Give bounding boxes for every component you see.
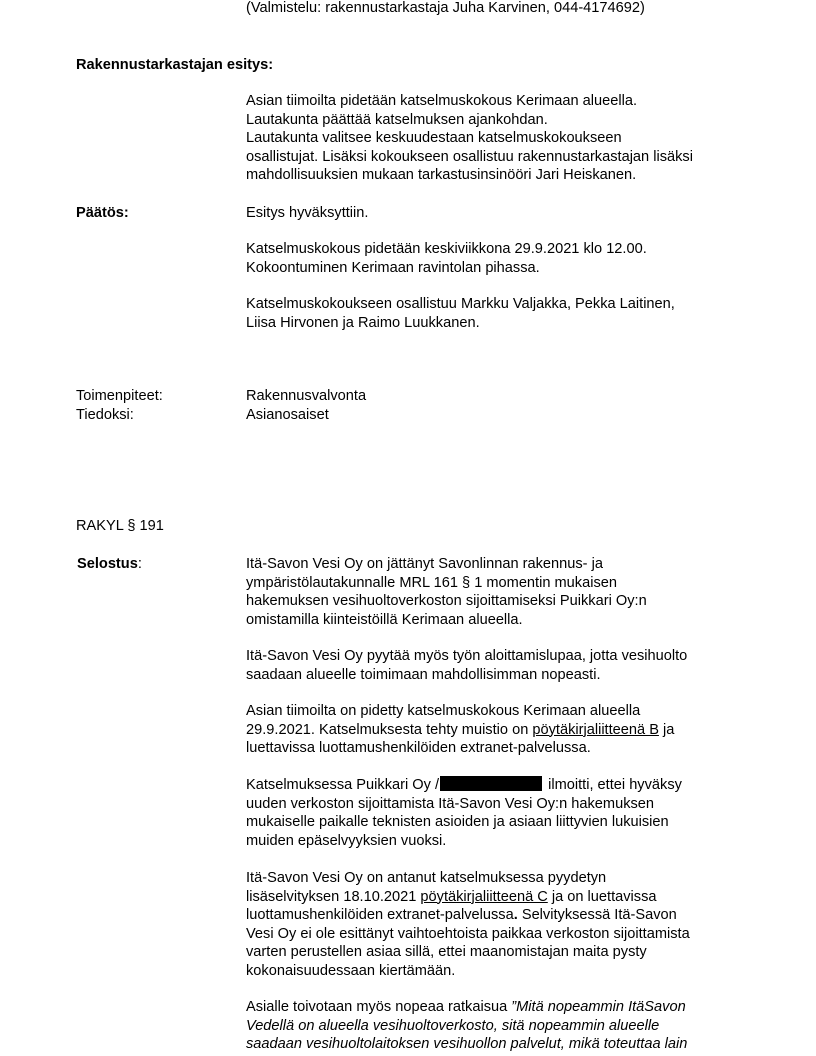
decision-text: Esitys hyväksyttiin. — [246, 205, 369, 221]
actions-label: Toimenpiteet: — [76, 388, 163, 404]
actions-value: Rakennusvalvonta — [246, 388, 367, 404]
statement-paragraph-6: Asialle toivotaan myös nopeaa ratkaisua ”Mitä nopeammin ItäSavon Vedellä on alueella vesihuoltoverkosto, sitä nopeammin alueelle saadaan vesihuoltolaitoksen vesihuollon palvelut, mikä toteuttaa lain — [246, 999, 688, 1052]
notify-value: Asianosaiset — [246, 407, 329, 423]
statement-paragraph-5: Itä-Savon Vesi Oy on antanut katselmuksessa pyydetyn lisäselvityksen 18.10.2021 pöytäkirjaliitteenä C ja on luettavissa luottamushenkilöiden extranet-palvelussa. Selvityksessä Itä-Savon Vesi Oy ei ole esittänyt vaihtoehtoista paikkaa verkoston sijoittamista varten perustellen asiaa sillä, ettei maanomistajan maita pysty kokonaisuudessaan kiertämään. — [246, 870, 690, 979]
attachment-b-link[interactable]: pöytäkirjaliitteenä B — [532, 721, 659, 738]
proposal-heading: Rakennustarkastajan esitys: — [76, 57, 274, 73]
statement-paragraph-4: Katselmuksessa Puikkari Oy / ilmoitti, ettei hyväksy uuden verkoston sijoittamista Itä-Savon Vesi Oy:n hakemuksen mukaiselle paikalle teknisten asioiden ja asiaan liittyvien lukuisien muiden epäselvyyksien vuoksi. — [246, 777, 682, 849]
attachment-c-link[interactable]: pöytäkirjaliitteenä C — [420, 888, 548, 905]
decision-meeting-time: Katselmuskokous pidetään keskiviikkona 29.9.2021 klo 12.00. Kokoontuminen Kerimaan ravintolan pihassa. — [246, 241, 647, 276]
proposal-text: Asian tiimoilta pidetään katselmuskokous Kerimaan alueella. Lautakunta päättää katselmuksen ajankohdan. Lautakunta valitsee keskuudestaan katselmuskokoukseen osallistujat. Lisäksi kokoukseen osallistuu rakennustarkastajan lisäksi mahdollisuuksien mukaan tarkastusinsinööri Jari Heiskanen. — [246, 93, 693, 183]
preparation-note: (Valmistelu: rakennustarkastaja Juha Karvinen, 044-4174692) — [246, 0, 645, 16]
notify-label: Tiedoksi: — [76, 407, 134, 423]
statement-label: Selostus: — [77, 556, 142, 572]
statement-paragraph-2: Itä-Savon Vesi Oy pyytää myös työn aloittamislupaa, jotta vesihuolto saadaan alueelle toimimaan mahdollisimman nopeasti. — [246, 648, 688, 683]
redaction-bar — [440, 776, 542, 791]
decision-label: Päätös: — [76, 205, 129, 221]
statement-paragraph-3: Asian tiimoilta on pidetty katselmuskokous Kerimaan alueella 29.9.2021. Katselmuksesta tehty muistio on pöytäkirjaliitteenä B ja luettavissa luottamushenkilöiden extranet-palvelussa. — [246, 703, 675, 756]
decision-participants: Katselmuskokoukseen osallistuu Markku Valjakka, Pekka Laitinen, Liisa Hirvonen ja Raimo Luukkanen. — [246, 296, 675, 331]
section-reference: RAKYL § 191 — [76, 518, 164, 534]
statement-paragraph-1: Itä-Savon Vesi Oy on jättänyt Savonlinnan rakennus- ja ympäristölautakunnalle MRL 161 § 1 momentin mukaisen hakemuksen vesihuoltoverkoston sijoittamiseksi Puikkari Oy:n omistamilla kiinteistöillä Kerimaan alueella. — [246, 556, 647, 628]
